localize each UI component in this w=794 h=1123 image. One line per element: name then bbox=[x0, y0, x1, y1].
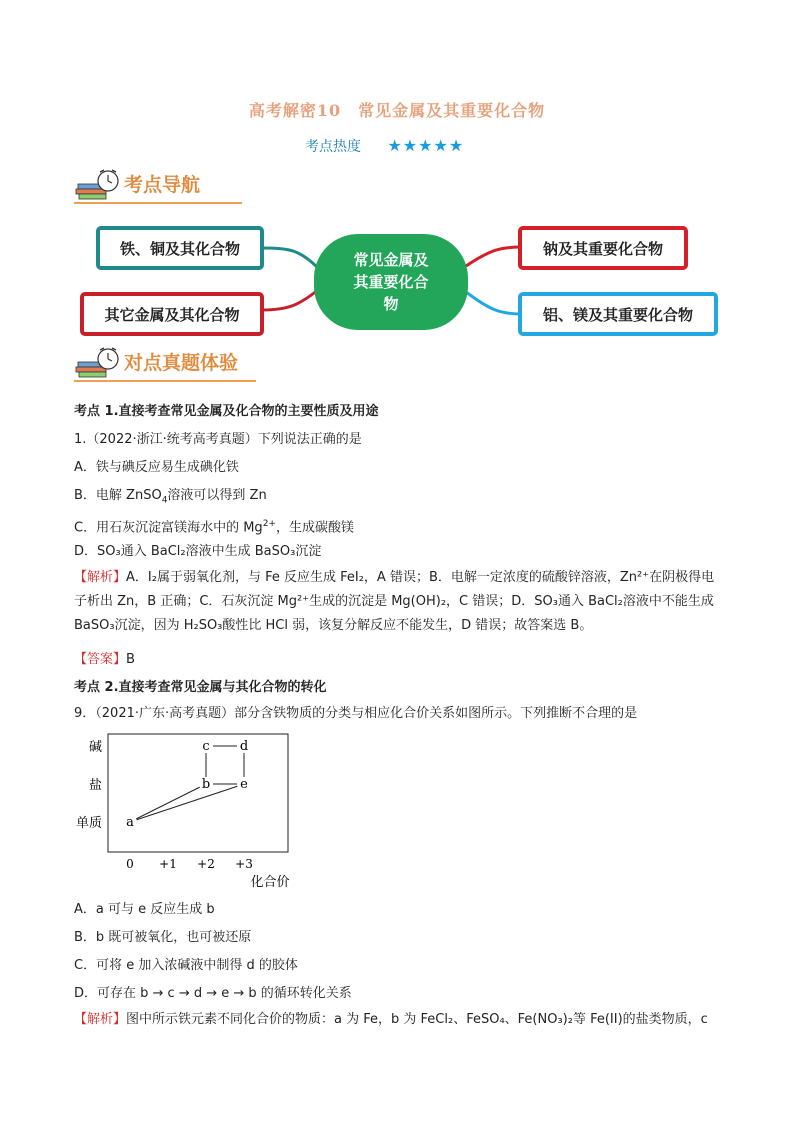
option-c: C．可将 e 加入浓碱液中制得 d 的胶体 bbox=[74, 958, 298, 973]
option-a: A．a 可与 e 反应生成 b bbox=[74, 902, 215, 917]
option-d: D．SO₃通入 BaCl₂溶液中生成 BaSO₃沉淀 bbox=[74, 544, 322, 559]
option-a: A．铁与碘反应易生成碘化铁 bbox=[74, 460, 239, 475]
iron-valence-graph bbox=[75, 728, 310, 894]
heat-rating bbox=[305, 136, 464, 156]
books-clock-icon bbox=[74, 168, 122, 200]
section-title: 对点真题体验 bbox=[124, 352, 239, 374]
section-title: 考点导航 bbox=[124, 174, 201, 196]
y-tick-label: 碱 bbox=[88, 740, 102, 755]
question-stem: 1.（2022·浙江·统考高考真题）下列说法正确的是 bbox=[74, 432, 362, 447]
topic-heading: 考点 1.直接考查常见金属及化合物的主要性质及用途 bbox=[74, 404, 379, 419]
question-stem: 9．（2021·广东·高考真题）部分含铁物质的分类与相应化合价关系如图所示。下列推断不合理的是 bbox=[74, 706, 638, 721]
answer-line: 【答案】B bbox=[74, 652, 135, 667]
plot-frame bbox=[108, 734, 288, 852]
x-tick-label: +3 bbox=[235, 857, 253, 871]
heat-label: 考点热度 bbox=[305, 139, 361, 155]
x-tick-label: +1 bbox=[159, 857, 177, 871]
mindmap-node-na: 钠及其重要化合物 bbox=[518, 226, 688, 270]
mindmap-node-fe-cu: 铁、铜及其化合物 bbox=[96, 226, 264, 270]
option-c: C．用石灰沉淀富镁海水中的 $Mg^{2+}$，生成碳酸镁 bbox=[74, 519, 354, 536]
point-label-c: c bbox=[202, 739, 210, 754]
option-b: B．b 既可被氧化，也可被还原 bbox=[74, 930, 252, 945]
x-tick-label: +2 bbox=[197, 857, 215, 871]
topic-heading: 考点 2.直接考查常见金属与其化合物的转化 bbox=[74, 680, 327, 695]
analysis-block bbox=[74, 566, 724, 638]
x-axis-title: 化合价 bbox=[250, 875, 290, 890]
section-underline bbox=[74, 380, 256, 382]
point-label-a: a bbox=[126, 815, 134, 830]
y-tick-label: 盐 bbox=[88, 778, 102, 793]
point-label-e: e bbox=[240, 777, 248, 792]
section-header-nav bbox=[72, 166, 242, 204]
books-clock-icon bbox=[74, 346, 122, 378]
mindmap-node-al-mg: 铝、镁及其重要化合物 bbox=[518, 292, 718, 336]
page-title: 高考解密10 常见金属及其重要化合物 bbox=[248, 101, 546, 120]
analysis-tag: 【解析】 bbox=[74, 570, 127, 585]
y-tick-label: 单质 bbox=[75, 816, 102, 831]
x-tick-label: 0 bbox=[126, 857, 134, 871]
point-label-d: d bbox=[239, 739, 249, 754]
analysis-text: A．I₂属于弱氧化剂，与 Fe 反应生成 FeI₂，A 错误；B．电解一定浓度的硫酸锌溶液，Zn²⁺在阴极得电子析出 Zn，B 正确；C．石灰沉淀 Mg²⁺生成的沉淀是 Mg(OH)₂，C 错误；D．SO₃通入 BaCl₂溶液中不能生成 BaSO₃沉淀，因为 H₂SO₃酸性比 HCl 弱，该复分解反应不能发生，D 错误；故答案选 B。 bbox=[74, 570, 715, 633]
point-label-b: b bbox=[201, 777, 211, 792]
mindmap-node-other-metals: 其它金属及其化合物 bbox=[80, 292, 264, 336]
section-underline bbox=[74, 202, 242, 204]
mindmap-center: 常见金属及 其重要化合 物 bbox=[314, 234, 468, 330]
graph-edge bbox=[136, 787, 199, 819]
graph-edge bbox=[137, 786, 238, 820]
analysis-block: 【解析】图中所示铁元素不同化合价的物质：a 为 Fe，b 为 FeCl₂、FeSO₄、Fe(NO₃)₂等 Fe(II)的盐类物质，c bbox=[74, 1012, 708, 1027]
star-rating-icon: ★★★★★ bbox=[387, 136, 465, 155]
option-b: B．电解 ZnSO$_4$溶液可以得到 Zn bbox=[74, 488, 267, 506]
section-header-practice bbox=[72, 344, 256, 382]
option-d: D．可存在 b → c → d → e → b 的循环转化关系 bbox=[74, 986, 352, 1001]
